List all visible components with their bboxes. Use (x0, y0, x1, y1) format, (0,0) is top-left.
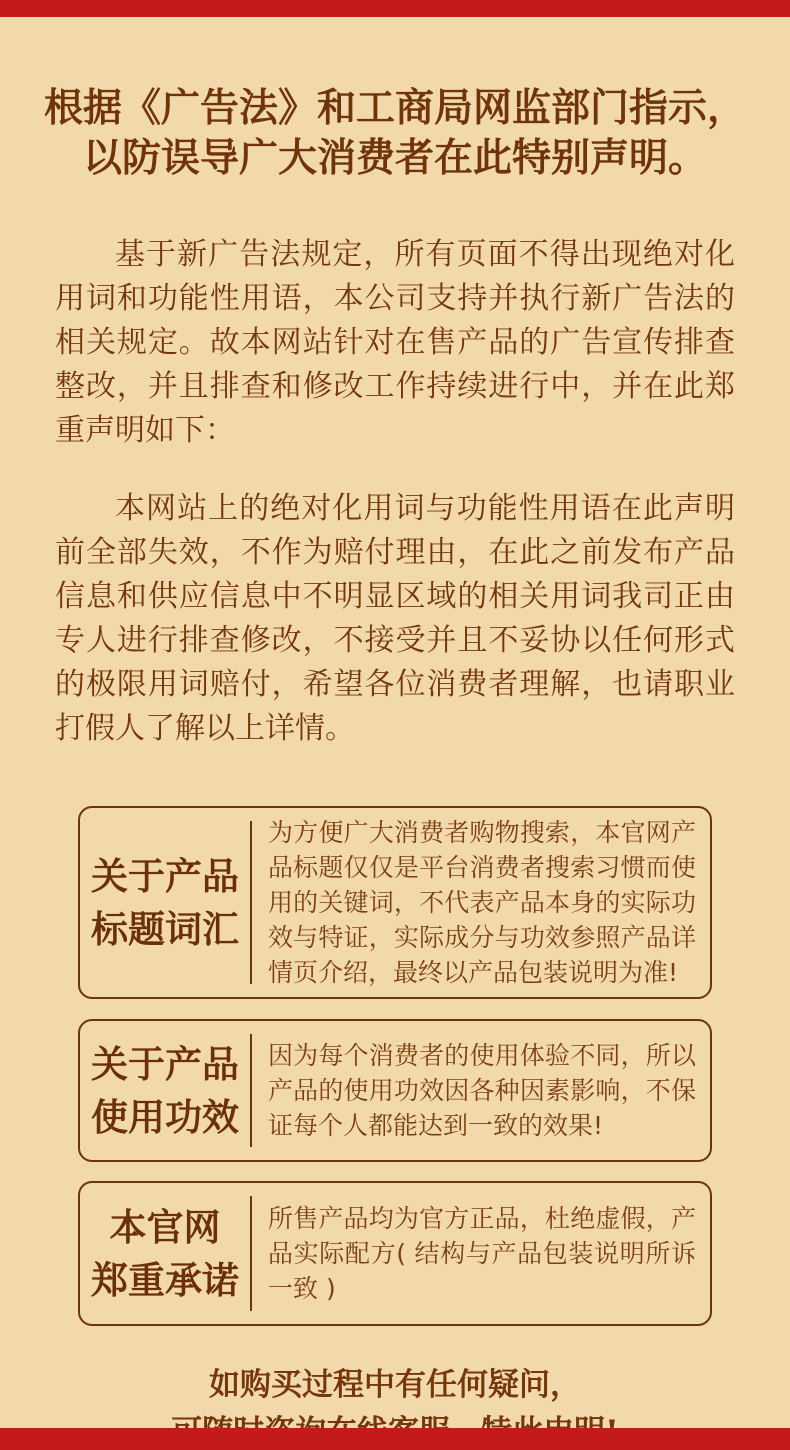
notice-text: 因为每个消费者的使用体验不同，所以产品的使用功效因各种因素影响，不保证每个人都能达到一致的效果! (268, 1041, 696, 1140)
declaration-paragraph-1: 基于新广告法规定，所有页面不得出现绝对化用词和功能性用语，本公司支持并执行新广告法的相关规定。故本网站针对在售产品的广告宣传排查整改，并且排查和修改工作持续进行中，并在此郑重声明如下： (55, 237, 735, 448)
notice-label (80, 1201, 250, 1307)
bottom-red-bar (0, 1428, 790, 1450)
page-title-line2: 以防误导广大消费者在此特别声明。 (82, 135, 707, 181)
top-red-bar (0, 0, 790, 17)
notice-label-line2: 标题词汇 (91, 906, 239, 951)
notice-text: 为方便广大消费者购物搜索，本官网产品标题仅仅是平台消费者搜索习惯而使用的关键词，不代表产品本身的实际功效与特证，实际成分与功效参照产品详情页介绍，最终以产品包装说明为准! (268, 818, 696, 987)
notice-box-product-effect (78, 1019, 712, 1162)
notice-label (80, 1038, 250, 1144)
footer-line1: 如购买过程中有任何疑问， (209, 1367, 581, 1403)
page-title (20, 83, 770, 183)
notice-box-list (78, 806, 712, 1326)
notice-label (80, 850, 250, 956)
notice-label-line1: 本官网 (109, 1204, 221, 1249)
notice-box-product-title (78, 806, 712, 999)
page-title-line1: 根据《广告法》和工商局网监部门指示， (43, 85, 746, 131)
declaration-paragraph-2: 本网站上的绝对化用词与功能性用语在此声明前全部失效，不作为赔付理由，在此之前发布产品信息和供应信息中不明显区域的相关用词我司正由专人进行排查修改，不接受并且不妥协以任何形式的极限用词赔付，希望各位消费者理解，也请职业打假人了解以上详情。 (55, 491, 735, 746)
notice-label-line1: 关于产品 (91, 1041, 239, 1086)
notice-label-line2: 使用功效 (91, 1094, 239, 1139)
notice-box-official-promise (78, 1181, 712, 1326)
notice-label-line1: 关于产品 (91, 853, 239, 898)
notice-text: 所售产品均为官方正品，杜绝虚假，产品实际配方( 结构与产品包装说明所诉一致 ) (268, 1204, 696, 1303)
notice-label-line2: 郑重承诺 (91, 1257, 239, 1302)
